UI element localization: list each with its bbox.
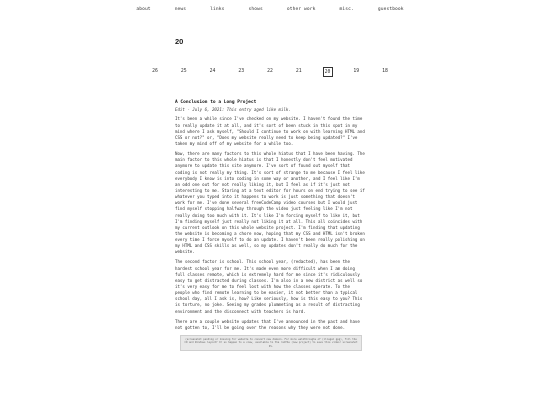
post-paragraph: Now, there are many factors to this whole hiatus that I have been having. The main factor to this whole hiatus is that I honestly don't feel motivated anymore to update this site anymore. I've sort of found out myself that coding is not really my thing. It's sort of strange to me because I feel like everybody I know is into coding in some way or another, and I feel like I'm an odd one out for not really liking it, but I feel as if it's just not interesting to me. Staring at a text editor for hours on end trying to see if whatever you typed into it happens to work is just something that doesn't work for me. I've done several freeCodeCamp video courses but I would just find myself stopping halfway through the video just feeling like I'm not really doing too much with it. It's like I'm forcing myself to like it, but I'm finding myself just really not liking it at all. This all coincides with my current outlook on this whole website project. I'm finding that updating the website is becoming a chore now, hoping that my CSS and HTML isn't broken every time I force myself to do an update. I haven't been really polishing on my HTML and CSS skills as well, so my updates don't really do much for the website.	[175, 151, 365, 255]
blog-post	[175, 100, 367, 351]
nav-link-guestbook[interactable]: guestbook	[377, 7, 404, 12]
page-link-22[interactable]: 22	[267, 69, 273, 74]
embedded-notice-banner: (screenshot pending or missing for website to convert new domain. For more walkthroughs of (illegal gpg), fill the CD and Windows layout? Or so happen to a view, available to the rumThe (new project) to save this video! screenshot IS.	[180, 335, 362, 351]
nav-link-about[interactable]: about	[136, 7, 151, 12]
nav-link-misc[interactable]: misc.	[339, 7, 354, 12]
page-link-23[interactable]: 23	[238, 69, 245, 74]
nav-link-news[interactable]: news	[174, 7, 187, 12]
post-paragraph: It's been a while since I've checked on my website. I haven't found the time to really update it at all, and it's sort of been stuck in this spot in my mind where I ask myself, "Should I continue to work on with learning HTML and CSS or not?" or, "Does my website really need to keep being updated?" I've taken my mind off of my website for a while too.	[175, 116, 365, 146]
page-link-19[interactable]: 19	[353, 69, 360, 74]
top-nav	[0, 7, 540, 12]
page-link-24[interactable]: 24	[209, 69, 216, 74]
page-link-25[interactable]: 25	[180, 69, 187, 74]
post-paragraph: The second factor is school. This school year, (redacted), has been the hardest school year for me. It's made even more difficult when I am doing full classes remote, which is extremely hard for me since it's ridiculously easy to get distracted during classes. I'm also in a new district as well so it's very easy for me to feel lost with how the classes operate. To the people who find remote learning to be easier, it not better than a typical school day, all I ask is, how? Like seriously, how is this easy to you? This is torture, no joke. Seeing my grades plummeting as a result of distracting environment and the disconnect with teachers is hard.	[175, 259, 363, 314]
post-title: A Conclusion to a Long Project	[175, 100, 257, 105]
nav-link-links[interactable]: links	[210, 7, 225, 12]
post-byline: Edit - July 6, 2021: This entry aged like milk.	[175, 106, 291, 112]
page-pagination	[150, 67, 390, 77]
post-paragraph: There are a couple website updates that I've announced in the past and have not gotten to, I'll be going over the reasons why they were not done.	[175, 318, 360, 330]
nav-link-other-work[interactable]: other work	[286, 7, 316, 12]
page-link-26[interactable]: 26	[152, 69, 158, 74]
nav-link-shows[interactable]: shows	[248, 7, 263, 12]
page-heading: 20	[175, 37, 184, 46]
page-link-18[interactable]: 18	[382, 69, 388, 74]
page-link-21[interactable]: 21	[295, 69, 302, 74]
page-link-current[interactable]: 20	[323, 67, 333, 77]
